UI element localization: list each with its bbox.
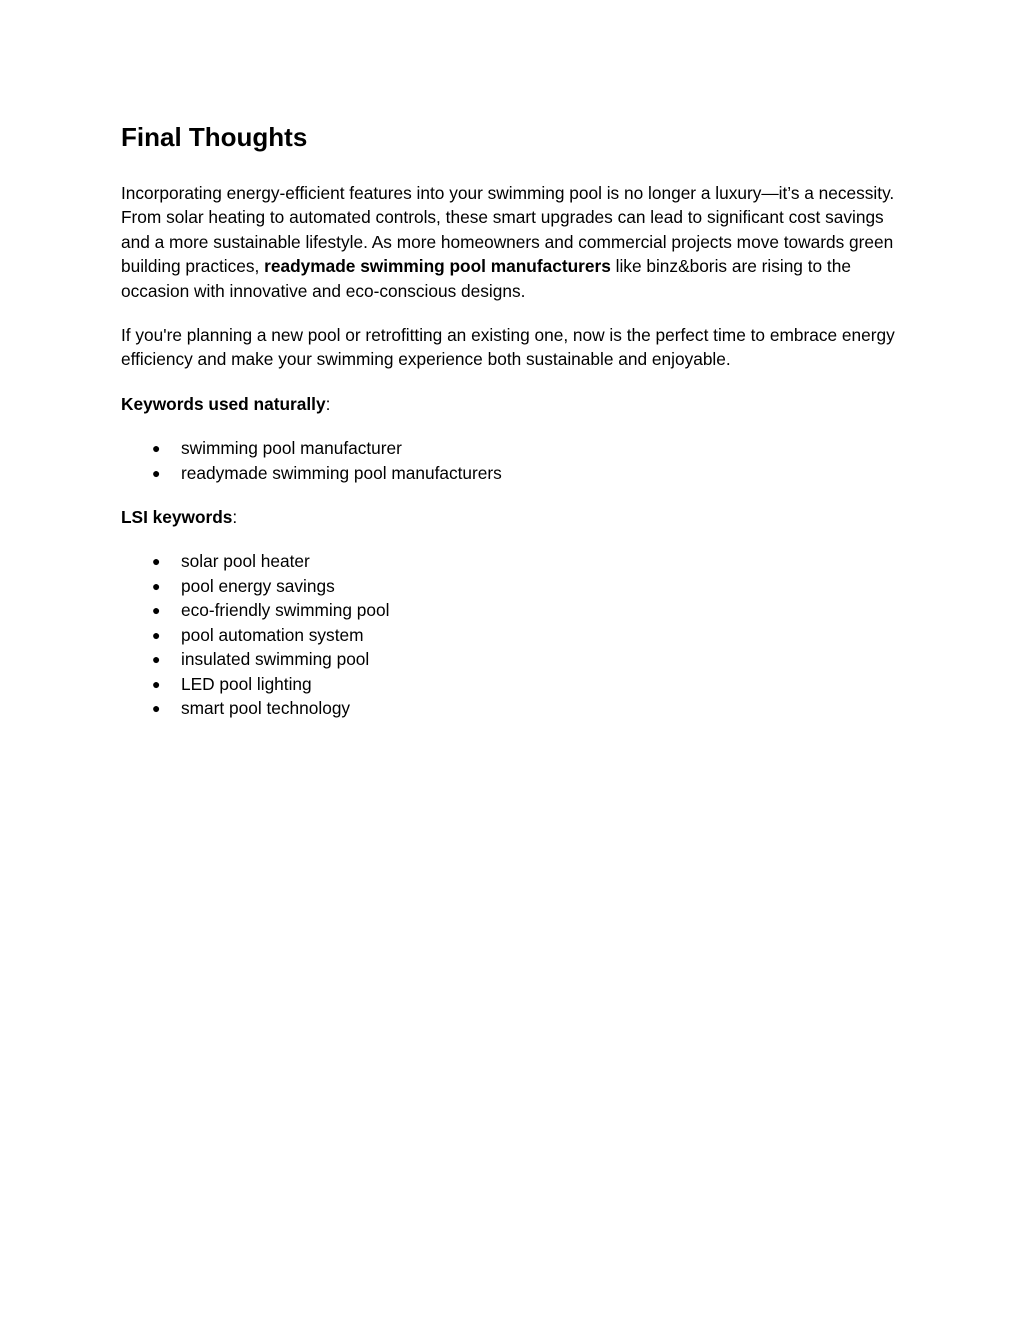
- list-item: [121, 436, 911, 460]
- list-item: [121, 623, 911, 647]
- list-item-text: readymade swimming pool manufacturers: [181, 462, 502, 483]
- document-page: [121, 118, 911, 740]
- list-item-text: solar pool heater: [181, 551, 310, 572]
- paragraph-intro-text-1: Incorporating energy-efficient features into your swimming pool is no longer a luxury—it’s a necessity. From solar heating to automated controls, these smart upgrades can lead to significant cost savings and a more sustainable lifestyle. As more homeowners and commercial projects move towards green building practices,: [121, 183, 895, 277]
- paragraph-intro-text-2: like binz&boris are rising to the occasion with innovative and eco-conscious designs.: [121, 256, 851, 301]
- list-item-text: insulated swimming pool: [181, 649, 370, 670]
- keywords-heading: [121, 392, 911, 416]
- keywords-heading-label: Keywords used naturally: [121, 393, 326, 414]
- page-title: Final Thoughts: [121, 122, 308, 152]
- list-item: [121, 549, 911, 573]
- list-item: [121, 647, 911, 671]
- keywords-list: [121, 436, 911, 485]
- list-item-text: pool energy savings: [181, 575, 335, 596]
- list-item-text: swimming pool manufacturer: [181, 438, 402, 459]
- bullet-icon: ●: [152, 651, 161, 668]
- lsi-heading-colon: :: [232, 507, 238, 528]
- bullet-icon: ●: [152, 577, 161, 594]
- lsi-heading-label: LSI keywords: [121, 507, 233, 528]
- list-item: [121, 598, 911, 622]
- lsi-list: [121, 549, 911, 720]
- bullet-icon: ●: [152, 675, 161, 692]
- bullet-icon: ●: [152, 464, 161, 481]
- paragraph-intro: [121, 181, 911, 303]
- lsi-heading: [121, 505, 911, 529]
- list-item-text: LED pool lighting: [181, 673, 312, 694]
- paragraph-conclusion: If you're planning a new pool or retrofitting an existing one, now is the perfect time to embrace energy efficiency and make your swimming experience both sustainable and enjoyable.: [121, 325, 895, 370]
- list-item: [121, 461, 911, 485]
- list-item-text: eco-friendly swimming pool: [181, 600, 390, 621]
- bullet-icon: ●: [152, 553, 161, 570]
- list-item: [121, 696, 911, 720]
- list-item: [121, 574, 911, 598]
- list-item-text: smart pool technology: [181, 697, 351, 718]
- keywords-heading-colon: :: [325, 393, 331, 414]
- list-item-text: pool automation system: [181, 624, 364, 645]
- bullet-icon: ●: [152, 699, 161, 716]
- list-item: [121, 672, 911, 696]
- bullet-icon: ●: [152, 602, 161, 619]
- bullet-icon: ●: [152, 626, 161, 643]
- paragraph-intro-bold: readymade swimming pool manufacturers: [264, 256, 611, 277]
- bullet-icon: ●: [152, 440, 161, 457]
